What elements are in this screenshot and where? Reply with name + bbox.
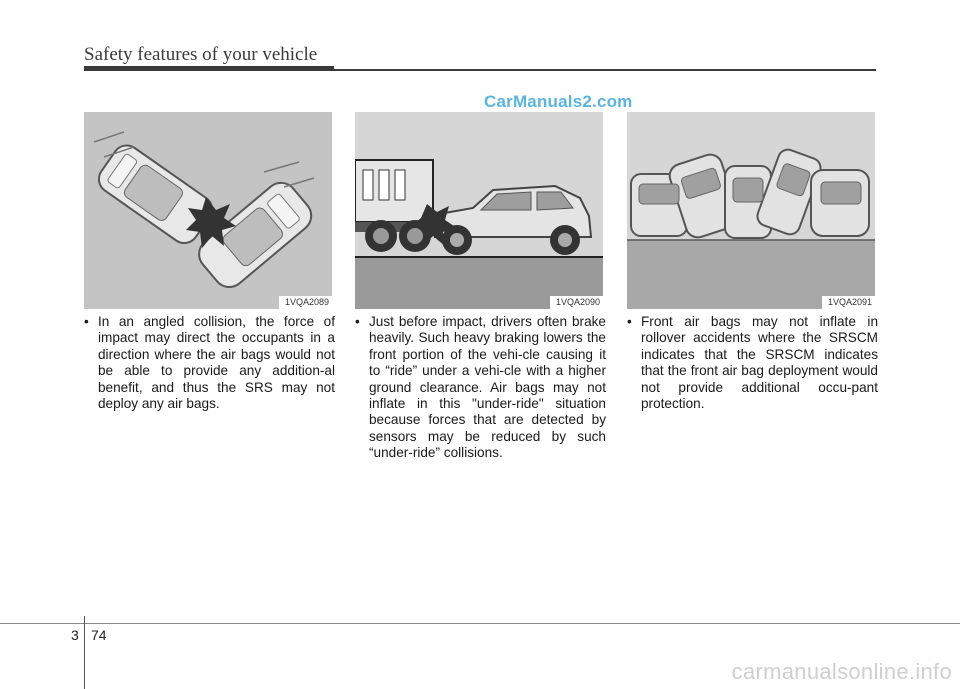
bullet: •	[84, 314, 89, 329]
figure-underride-collision	[355, 112, 603, 309]
footer-horizontal-rule	[0, 623, 960, 624]
figure-rollover	[627, 112, 875, 309]
paragraph: Just before impact, drivers often brake heavily. Such heavy braking lowers the front portion of the vehi-cle causing it to “ride” under a vehi-cle with a higher ground clearance. Air bags may not inflate in this "under-ride" situation because forces that are detected by sensors may be reduced by such “under-ride” collisions.	[369, 314, 606, 461]
bullet: •	[355, 314, 360, 329]
header-rule-thin	[334, 69, 876, 71]
footer-vertical-rule	[84, 616, 85, 689]
header-rule-thick	[84, 66, 334, 71]
underride-collision-illustration	[355, 112, 603, 309]
paragraph: In an angled collision, the force of impact may direct the occupants in a direction where the air bags would not be able to provide any addition-al benefit, and thus the SRS may not deploy any air bags.	[98, 314, 335, 412]
figure-code: 1VQA2090	[550, 296, 603, 309]
watermark-bottom-link[interactable]: carmanualsonline.info	[731, 659, 952, 684]
angled-collision-illustration	[84, 112, 332, 309]
figure-angled-collision	[84, 112, 332, 309]
watermark-top-link[interactable]: CarManuals2.com	[484, 92, 633, 111]
figure-code: 1VQA2089	[279, 296, 332, 309]
column-text-rollover	[627, 314, 878, 412]
page-number: 74	[91, 627, 107, 643]
figure-code: 1VQA2091	[822, 296, 875, 309]
rollover-illustration	[627, 112, 875, 309]
page-header-title: Safety features of your vehicle	[84, 44, 318, 65]
chapter-number: 3	[71, 627, 79, 643]
column-text-underride	[355, 314, 606, 462]
column-text-angled	[84, 314, 335, 412]
bullet: •	[627, 314, 632, 329]
paragraph: Front air bags may not inflate in rollover accidents where the SRSCM indicates that the SRSCM indicates that the front air bag deployment would not provide additional occu-pant protection.	[641, 314, 878, 412]
